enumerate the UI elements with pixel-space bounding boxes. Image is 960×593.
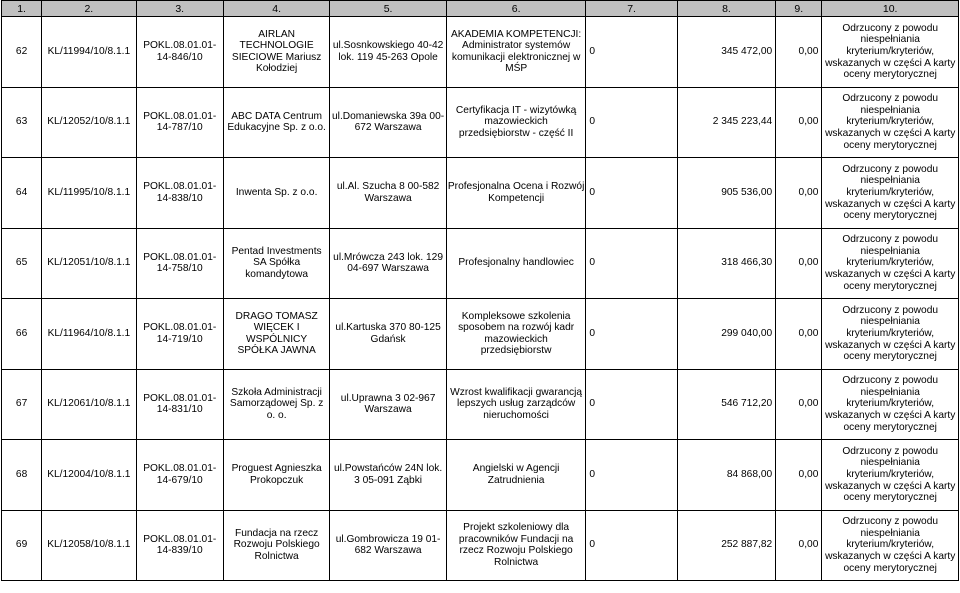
rejection-status: Odrzucony z powodu niespełniania kryterium/kryteriów, wskazanych w części A karty oceny merytorycznej [822,87,959,158]
project-code: POKL.08.01.01-14-787/10 [136,87,223,158]
header-cell: 7. [586,1,677,17]
row-number: 65 [2,228,42,299]
header-cell: 2. [42,1,136,17]
row-number: 69 [2,510,42,581]
column-7-value: 0 [586,17,677,88]
project-title: Certyfikacja IT - wizytówką mazowieckich przedsiębiorstw - część II [446,87,586,158]
rejection-status: Odrzucony z powodu niespełniania kryterium/kryteriów, wskazanych w części A karty oceny merytorycznej [822,369,959,440]
rejection-status: Odrzucony z powodu niespełniania kryterium/kryteriów, wskazanych w części A karty oceny merytorycznej [822,510,959,581]
project-code: POKL.08.01.01-14-719/10 [136,299,223,370]
column-9-value: 0,00 [776,158,822,229]
applicant-name: ABC DATA Centrum Edukacyjne Sp. z o.o. [223,87,329,158]
column-7-value: 0 [586,158,677,229]
column-7-value: 0 [586,299,677,370]
requested-amount: 546 712,20 [677,369,775,440]
header-cell: 1. [2,1,42,17]
applicant-address: ul.Mrówcza 243 lok. 129 04-697 Warszawa [330,228,446,299]
projects-table [1,0,959,581]
table-row [2,510,959,581]
project-title: Profesjonalny handlowiec [446,228,586,299]
application-number: KL/12004/10/8.1.1 [42,440,136,511]
applicant-name: AIRLAN TECHNOLOGIE SIECIOWE Mariusz Kołodziej [223,17,329,88]
applicant-address: ul.Uprawna 3 02-967 Warszawa [330,369,446,440]
table-row [2,17,959,88]
project-code: POKL.08.01.01-14-839/10 [136,510,223,581]
column-9-value: 0,00 [776,17,822,88]
applicant-name: Szkoła Administracji Samorządowej Sp. z o. o. [223,369,329,440]
applicant-address: ul.Al. Szucha 8 00-582 Warszawa [330,158,446,229]
application-number: KL/11995/10/8.1.1 [42,158,136,229]
table-row [2,228,959,299]
header-cell: 5. [330,1,446,17]
application-number: KL/12052/10/8.1.1 [42,87,136,158]
project-title: Projekt szkoleniowy dla pracowników Fundacji na rzecz Rozwoju Polskiego Rolnictwa [446,510,586,581]
header-cell: 8. [677,1,775,17]
rejection-status: Odrzucony z powodu niespełniania kryterium/kryteriów, wskazanych w części A karty oceny merytorycznej [822,299,959,370]
project-title: AKADEMIA KOMPETENCJI: Administrator systemów komunikacji elektronicznej w MŚP [446,17,586,88]
column-9-value: 0,00 [776,87,822,158]
rejection-status: Odrzucony z powodu niespełniania kryterium/kryteriów, wskazanych w części A karty oceny merytorycznej [822,158,959,229]
column-9-value: 0,00 [776,440,822,511]
project-code: POKL.08.01.01-14-758/10 [136,228,223,299]
header-cell: 10. [822,1,959,17]
applicant-address: ul.Sosnkowskiego 40-42 lok. 119 45-263 Opole [330,17,446,88]
column-9-value: 0,00 [776,369,822,440]
requested-amount: 84 868,00 [677,440,775,511]
header-row [2,1,959,17]
project-code: POKL.08.01.01-14-679/10 [136,440,223,511]
table-row [2,369,959,440]
table-row [2,158,959,229]
header-cell: 9. [776,1,822,17]
project-code: POKL.08.01.01-14-846/10 [136,17,223,88]
project-title: Profesjonalna Ocena i Rozwój Kompetencji [446,158,586,229]
column-7-value: 0 [586,510,677,581]
header-cell: 6. [446,1,586,17]
row-number: 63 [2,87,42,158]
row-number: 64 [2,158,42,229]
applicant-address: ul.Gombrowicza 19 01-682 Warszawa [330,510,446,581]
applicant-name: Inwenta Sp. z o.o. [223,158,329,229]
project-title: Angielski w Agencji Zatrudnienia [446,440,586,511]
requested-amount: 2 345 223,44 [677,87,775,158]
row-number: 67 [2,369,42,440]
table-row [2,87,959,158]
project-title: Wzrost kwalifikacji gwarancją lepszych usług zarządców nieruchomości [446,369,586,440]
column-7-value: 0 [586,228,677,299]
application-number: KL/12051/10/8.1.1 [42,228,136,299]
requested-amount: 299 040,00 [677,299,775,370]
rejection-status: Odrzucony z powodu niespełniania kryterium/kryteriów, wskazanych w części A karty oceny merytorycznej [822,440,959,511]
row-number: 68 [2,440,42,511]
column-9-value: 0,00 [776,228,822,299]
project-code: POKL.08.01.01-14-838/10 [136,158,223,229]
applicant-address: ul.Powstańców 24N lok. 3 05-091 Ząbki [330,440,446,511]
requested-amount: 345 472,00 [677,17,775,88]
applicant-name: Fundacja na rzecz Rozwoju Polskiego Rolnictwa [223,510,329,581]
row-number: 62 [2,17,42,88]
application-number: KL/12061/10/8.1.1 [42,369,136,440]
applicant-name: Pentad Investments SA Spółka komandytowa [223,228,329,299]
column-9-value: 0,00 [776,299,822,370]
column-9-value: 0,00 [776,510,822,581]
application-number: KL/11964/10/8.1.1 [42,299,136,370]
column-7-value: 0 [586,87,677,158]
row-number: 66 [2,299,42,370]
project-code: POKL.08.01.01-14-831/10 [136,369,223,440]
application-number: KL/11994/10/8.1.1 [42,17,136,88]
column-7-value: 0 [586,369,677,440]
applicant-name: Proguest Agnieszka Prokopczuk [223,440,329,511]
header-cell: 4. [223,1,329,17]
applicant-address: ul.Domaniewska 39a 00-672 Warszawa [330,87,446,158]
header-cell: 3. [136,1,223,17]
requested-amount: 318 466,30 [677,228,775,299]
rejection-status: Odrzucony z powodu niespełniania kryterium/kryteriów, wskazanych w części A karty oceny merytorycznej [822,17,959,88]
applicant-name: DRAGO TOMASZ WIĘCEK I WSPÓLNICY SPÓŁKA JAWNA [223,299,329,370]
rejection-status: Odrzucony z powodu niespełniania kryterium/kryteriów, wskazanych w części A karty oceny merytorycznej [822,228,959,299]
applicant-address: ul.Kartuska 370 80-125 Gdańsk [330,299,446,370]
requested-amount: 905 536,00 [677,158,775,229]
table-row [2,440,959,511]
column-7-value: 0 [586,440,677,511]
project-title: Kompleksowe szkolenia sposobem na rozwój kadr mazowieckich przedsiębiorstw [446,299,586,370]
table-row [2,299,959,370]
requested-amount: 252 887,82 [677,510,775,581]
application-number: KL/12058/10/8.1.1 [42,510,136,581]
